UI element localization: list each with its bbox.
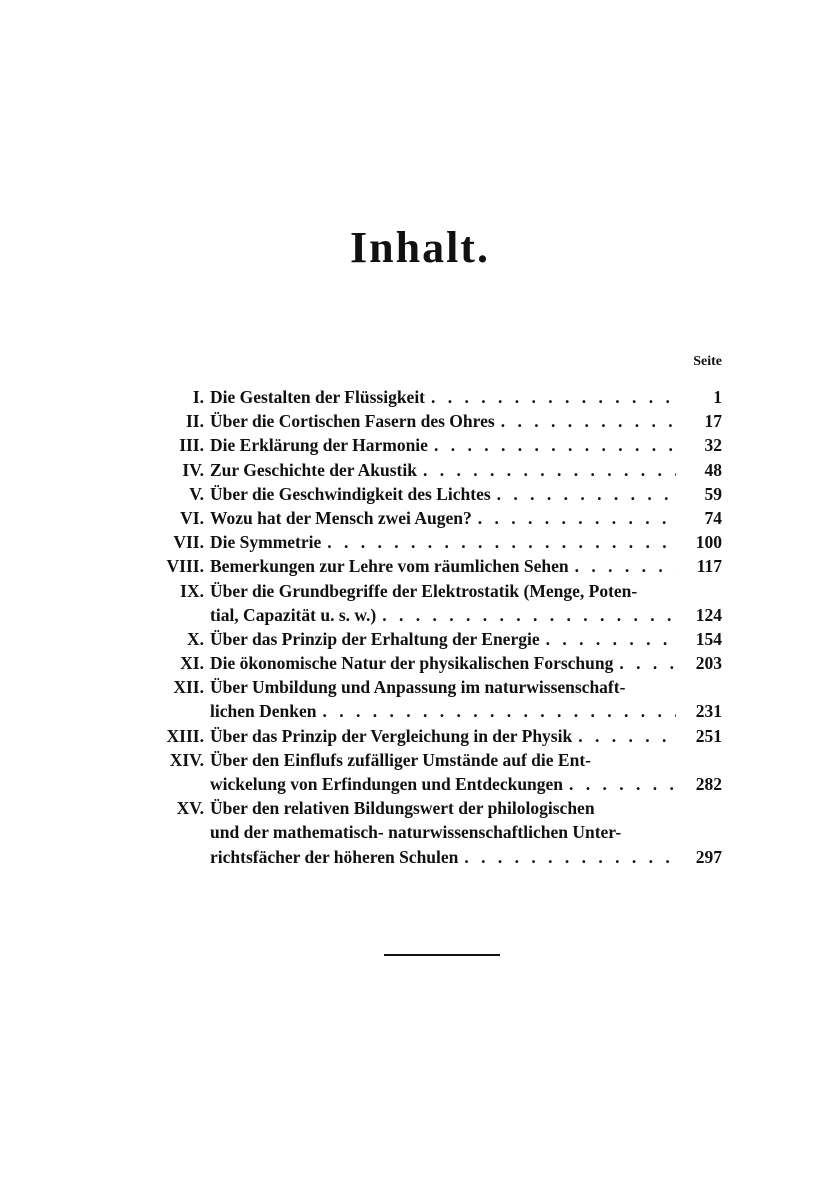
toc-entry-line <box>150 651 722 675</box>
page-number: 124 <box>695 604 722 625</box>
chapter-number: III. <box>179 435 204 456</box>
page-number: 117 <box>696 556 722 577</box>
dot-leader <box>431 385 676 409</box>
chapter-title: Bemerkungen zur Lehre vom räumlichen Sehen <box>210 556 569 577</box>
chapter-title: Die Erklärung der Harmonie <box>210 435 428 456</box>
chapter-number: I. <box>192 387 204 407</box>
chapter-title: Die Gestalten der Flüssigkeit <box>210 387 426 407</box>
dot-leader <box>569 772 676 796</box>
toc-entry-line <box>150 748 722 772</box>
dot-leader <box>619 651 676 675</box>
chapter-number: XI. <box>180 653 204 674</box>
chapter-number: VI. <box>180 507 204 528</box>
dot-leader <box>501 409 676 433</box>
chapter-number: VIII. <box>166 556 204 577</box>
page-number: 203 <box>695 653 722 674</box>
toc-entry-line <box>150 820 722 844</box>
chapter-number: XV. <box>176 798 204 819</box>
chapter-title: Über die Cortischen Fasern des Ohres <box>210 411 495 432</box>
dot-leader <box>575 554 676 578</box>
dot-leader <box>327 530 676 554</box>
chapter-number: IX. <box>180 580 204 601</box>
chapter-title: lichen Denken <box>210 701 317 722</box>
toc-entry-line <box>150 675 722 699</box>
page-title: Inhalt. <box>350 223 490 272</box>
page-number: 1 <box>713 387 722 407</box>
dot-leader <box>423 458 676 482</box>
page-number: 100 <box>695 532 722 553</box>
closing-rule <box>384 954 500 956</box>
chapter-title: tial, Capazität u. s. w.) <box>210 604 377 625</box>
table-of-contents <box>150 385 722 869</box>
chapter-title: und der mathematisch- naturwissenschaftlichen Unter- <box>210 822 622 843</box>
chapter-title: Wozu hat der Mensch zwei Augen? <box>210 507 472 528</box>
chapter-title: Über Umbildung und Anpassung im naturwissenschaft- <box>210 677 626 698</box>
chapter-number: VII. <box>173 532 204 553</box>
dot-leader <box>464 845 676 869</box>
page-number: 48 <box>704 459 722 480</box>
toc-entry-line <box>150 433 722 457</box>
chapter-title: Über den relativen Bildungswert der philologischen <box>210 798 595 819</box>
chapter-title: Zur Geschichte der Akustik <box>210 459 417 480</box>
chapter-number: X. <box>186 628 204 649</box>
dot-leader <box>546 627 676 651</box>
toc-entry-line <box>150 772 722 796</box>
toc-entry-line <box>150 530 722 554</box>
chapter-title: wickelung von Erfindungen und Entdeckungen <box>210 774 564 794</box>
page-number: 231 <box>695 701 722 722</box>
page-number: 17 <box>704 411 722 432</box>
dot-leader <box>497 482 676 506</box>
chapter-title: Über das Prinzip der Erhaltung der Energie <box>210 628 540 649</box>
chapter-number: IV. <box>182 459 204 480</box>
toc-entry-line <box>150 579 722 603</box>
chapter-title: Die Symmetrie <box>210 532 322 553</box>
chapter-number: XIII. <box>166 725 204 746</box>
page-column-label: Seite <box>693 354 722 369</box>
toc-entry-line <box>150 845 722 869</box>
chapter-number: XIV. <box>169 749 204 770</box>
page-number: 74 <box>704 507 722 528</box>
page-number: 32 <box>704 435 722 456</box>
dot-leader <box>322 699 676 723</box>
toc-entry-line <box>150 724 722 748</box>
toc-entry-line <box>150 458 722 482</box>
page-number: 154 <box>695 628 722 649</box>
dot-leader <box>382 603 676 627</box>
toc-entry-line <box>150 699 722 723</box>
toc-entry-line <box>150 482 722 506</box>
page-number: 59 <box>704 483 722 504</box>
chapter-title: Über die Geschwindigkeit des Lichtes <box>210 483 491 504</box>
toc-entry-line <box>150 506 722 530</box>
chapter-number: V. <box>189 483 204 504</box>
chapter-title: Über die Grundbegriffe der Elektrostatik (Menge, Poten- <box>210 580 638 601</box>
toc-entry-line <box>150 627 722 651</box>
chapter-title: Die ökonomische Natur der physikalischen Forschung <box>210 653 614 674</box>
chapter-number: II. <box>186 411 204 432</box>
chapter-title: Über das Prinzip der Vergleichung in der Physik <box>210 725 573 746</box>
dot-leader <box>478 506 676 530</box>
dot-leader <box>578 724 676 748</box>
toc-entry-line <box>150 796 722 820</box>
chapter-title: richtsfächer der höheren Schulen <box>210 846 459 867</box>
page-number: 282 <box>695 774 722 794</box>
page-number: 251 <box>695 725 722 746</box>
toc-entry-line <box>150 409 722 433</box>
toc-entry-line <box>150 554 722 578</box>
toc-entry-line <box>150 603 722 627</box>
toc-entry-line <box>150 385 722 409</box>
dot-leader <box>434 433 676 457</box>
page-number: 297 <box>695 846 722 867</box>
chapter-title: Über den Einflufs zufälliger Umstände auf die Ent- <box>210 749 591 770</box>
chapter-number: XII. <box>173 677 204 698</box>
